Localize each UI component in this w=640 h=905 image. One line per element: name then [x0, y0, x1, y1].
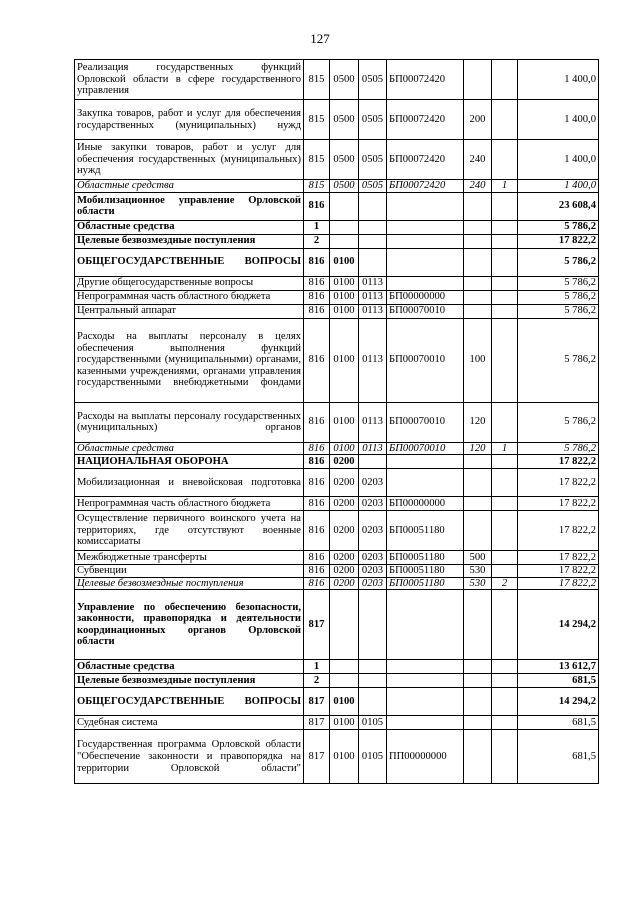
table-row	[75, 577, 599, 590]
cell-vr	[464, 497, 492, 511]
cell-csr: БП00072420	[387, 140, 464, 180]
cell-rz	[330, 234, 359, 248]
cell-src	[492, 590, 518, 660]
cell-csr: ПП00000000	[387, 730, 464, 784]
cell-sum: 5 786,2	[518, 220, 599, 234]
cell-pr	[359, 220, 387, 234]
cell-rz	[330, 590, 359, 660]
cell-vr	[464, 304, 492, 318]
table-row	[75, 590, 599, 660]
cell-rz: 0100	[330, 402, 359, 442]
cell-vr	[464, 660, 492, 674]
cell-rz: 0100	[330, 318, 359, 402]
cell-rz: 0500	[330, 60, 359, 100]
cell-ved: 817	[304, 730, 330, 784]
cell-vr	[464, 192, 492, 220]
cell-csr: БП00051180	[387, 511, 464, 551]
cell-ved: 2	[304, 234, 330, 248]
budget-table	[74, 59, 599, 784]
cell-ved: 816	[304, 497, 330, 511]
cell-src: 2	[492, 577, 518, 590]
cell-pr: 0505	[359, 140, 387, 180]
cell-sum: 5 786,2	[518, 318, 599, 402]
cell-vr	[464, 455, 492, 469]
cell-sum: 13 612,7	[518, 660, 599, 674]
row-name: ОБЩЕГОСУДАРСТВЕННЫЕ ВОПРОСЫ	[75, 248, 304, 276]
cell-pr	[359, 674, 387, 688]
cell-pr	[359, 660, 387, 674]
row-name: Непрограммная часть областного бюджета	[75, 290, 304, 304]
cell-pr	[359, 688, 387, 716]
cell-ved: 816	[304, 469, 330, 497]
cell-src	[492, 304, 518, 318]
cell-sum: 14 294,2	[518, 688, 599, 716]
cell-rz: 0100	[330, 730, 359, 784]
cell-ved: 816	[304, 442, 330, 455]
cell-ved: 815	[304, 140, 330, 180]
cell-pr: 0505	[359, 100, 387, 140]
cell-rz: 0100	[330, 442, 359, 455]
cell-vr	[464, 716, 492, 730]
cell-ved: 816	[304, 577, 330, 590]
cell-src	[492, 455, 518, 469]
cell-sum: 681,5	[518, 716, 599, 730]
cell-rz: 0200	[330, 497, 359, 511]
row-name: Областные средства	[75, 220, 304, 234]
cell-csr	[387, 248, 464, 276]
cell-sum: 5 786,2	[518, 304, 599, 318]
cell-src	[492, 660, 518, 674]
cell-pr: 0505	[359, 60, 387, 100]
cell-csr: БП00051180	[387, 551, 464, 565]
cell-pr	[359, 234, 387, 248]
cell-pr: 0203	[359, 577, 387, 590]
row-name: Осуществление первичного воинского учета на территориях, где отсутствуют военные комиссариаты	[75, 511, 304, 551]
cell-src	[492, 511, 518, 551]
cell-pr: 0203	[359, 551, 387, 565]
cell-sum: 5 786,2	[518, 248, 599, 276]
cell-rz	[330, 192, 359, 220]
table-row	[75, 674, 599, 688]
cell-sum: 17 822,2	[518, 455, 599, 469]
cell-src	[492, 688, 518, 716]
cell-src	[492, 276, 518, 290]
cell-ved: 816	[304, 276, 330, 290]
cell-sum: 17 822,2	[518, 565, 599, 578]
cell-vr	[464, 688, 492, 716]
cell-ved: 815	[304, 100, 330, 140]
cell-sum: 1 400,0	[518, 180, 599, 193]
cell-ved: 817	[304, 590, 330, 660]
cell-ved: 817	[304, 688, 330, 716]
row-name: Центральный аппарат	[75, 304, 304, 318]
cell-sum: 5 786,2	[518, 290, 599, 304]
cell-pr: 0105	[359, 730, 387, 784]
cell-rz	[330, 660, 359, 674]
cell-src: 1	[492, 442, 518, 455]
table-row	[75, 511, 599, 551]
cell-sum: 5 786,2	[518, 402, 599, 442]
cell-rz: 0200	[330, 511, 359, 551]
cell-rz: 0100	[330, 248, 359, 276]
cell-ved: 815	[304, 180, 330, 193]
row-name: Целевые безвозмездные поступления	[75, 577, 304, 590]
cell-sum: 681,5	[518, 730, 599, 784]
cell-pr	[359, 590, 387, 660]
cell-src	[492, 674, 518, 688]
cell-ved: 816	[304, 551, 330, 565]
row-name: Управление по обеспечению безопасности, законности, правопорядка и деятельности координационных органов Орловской области	[75, 590, 304, 660]
cell-sum: 14 294,2	[518, 590, 599, 660]
cell-pr: 0203	[359, 497, 387, 511]
row-name: Расходы на выплаты персоналу в целях обеспечения выполнения функций государственными (муниципальными) органами, казенными учреждениями, органами управления государственными внебюджетными фондами	[75, 318, 304, 402]
table-row	[75, 318, 599, 402]
cell-csr: БП00070010	[387, 442, 464, 455]
table-row	[75, 234, 599, 248]
table-row	[75, 60, 599, 100]
cell-sum: 17 822,2	[518, 497, 599, 511]
row-name: Закупка товаров, работ и услуг для обеспечения государственных (муниципальных) нужд	[75, 100, 304, 140]
cell-vr	[464, 220, 492, 234]
cell-rz: 0200	[330, 565, 359, 578]
row-name: Субвенции	[75, 565, 304, 578]
cell-src	[492, 100, 518, 140]
table-row	[75, 442, 599, 455]
cell-pr: 0113	[359, 290, 387, 304]
cell-csr: БП00072420	[387, 100, 464, 140]
cell-sum: 23 608,4	[518, 192, 599, 220]
cell-rz: 0500	[330, 100, 359, 140]
cell-src	[492, 140, 518, 180]
table-row	[75, 497, 599, 511]
cell-pr: 0113	[359, 276, 387, 290]
cell-pr	[359, 455, 387, 469]
row-name: Целевые безвозмездные поступления	[75, 234, 304, 248]
row-name: ОБЩЕГОСУДАРСТВЕННЫЕ ВОПРОСЫ	[75, 688, 304, 716]
cell-vr: 120	[464, 442, 492, 455]
cell-csr	[387, 590, 464, 660]
cell-rz	[330, 674, 359, 688]
cell-sum: 17 822,2	[518, 511, 599, 551]
table-row	[75, 730, 599, 784]
row-name: Государственная программа Орловской области "Обеспечение законности и правопорядка на территории Орловской области"	[75, 730, 304, 784]
cell-pr: 0203	[359, 469, 387, 497]
cell-vr	[464, 469, 492, 497]
cell-pr	[359, 192, 387, 220]
cell-csr	[387, 455, 464, 469]
cell-vr	[464, 590, 492, 660]
cell-vr: 100	[464, 318, 492, 402]
cell-ved: 816	[304, 565, 330, 578]
row-name: Областные средства	[75, 660, 304, 674]
cell-pr: 0113	[359, 402, 387, 442]
cell-ved: 2	[304, 674, 330, 688]
cell-csr	[387, 220, 464, 234]
row-name: Мобилизационная и вневойсковая подготовка	[75, 469, 304, 497]
cell-vr: 500	[464, 551, 492, 565]
cell-src	[492, 402, 518, 442]
cell-src	[492, 730, 518, 784]
table-row	[75, 716, 599, 730]
cell-pr	[359, 248, 387, 276]
cell-csr	[387, 276, 464, 290]
cell-rz: 0100	[330, 304, 359, 318]
table-row	[75, 551, 599, 565]
cell-sum: 5 786,2	[518, 442, 599, 455]
cell-vr	[464, 60, 492, 100]
table-row	[75, 402, 599, 442]
cell-vr: 120	[464, 402, 492, 442]
cell-rz: 0200	[330, 577, 359, 590]
row-name: Непрограммная часть областного бюджета	[75, 497, 304, 511]
cell-ved: 1	[304, 220, 330, 234]
cell-csr	[387, 688, 464, 716]
row-name: Целевые безвозмездные поступления	[75, 674, 304, 688]
cell-ved: 815	[304, 60, 330, 100]
cell-pr: 0105	[359, 716, 387, 730]
cell-vr	[464, 730, 492, 784]
cell-sum: 17 822,2	[518, 469, 599, 497]
table-row	[75, 248, 599, 276]
table-row	[75, 290, 599, 304]
cell-vr: 240	[464, 140, 492, 180]
cell-rz: 0100	[330, 716, 359, 730]
table-row	[75, 276, 599, 290]
cell-csr	[387, 469, 464, 497]
cell-sum: 681,5	[518, 674, 599, 688]
row-name: Областные средства	[75, 180, 304, 193]
cell-src	[492, 565, 518, 578]
cell-sum: 1 400,0	[518, 100, 599, 140]
row-name: Областные средства	[75, 442, 304, 455]
cell-rz: 0200	[330, 455, 359, 469]
row-name: Иные закупки товаров, работ и услуг для обеспечения государственных (муниципальных) нужд	[75, 140, 304, 180]
table-row	[75, 565, 599, 578]
table-row	[75, 688, 599, 716]
table-row	[75, 469, 599, 497]
cell-csr	[387, 234, 464, 248]
cell-ved: 816	[304, 248, 330, 276]
cell-pr: 0113	[359, 304, 387, 318]
cell-vr: 530	[464, 565, 492, 578]
cell-src: 1	[492, 180, 518, 193]
table-body	[75, 60, 599, 784]
cell-pr: 0203	[359, 565, 387, 578]
table-row	[75, 192, 599, 220]
cell-sum: 17 822,2	[518, 234, 599, 248]
cell-csr: БП00072420	[387, 180, 464, 193]
cell-pr: 0113	[359, 318, 387, 402]
cell-src	[492, 551, 518, 565]
cell-vr: 240	[464, 180, 492, 193]
cell-vr	[464, 511, 492, 551]
table-row	[75, 140, 599, 180]
row-name: Мобилизационное управление Орловской области	[75, 192, 304, 220]
cell-ved: 816	[304, 455, 330, 469]
cell-src	[492, 60, 518, 100]
cell-csr: БП00000000	[387, 290, 464, 304]
cell-csr	[387, 192, 464, 220]
cell-sum: 5 786,2	[518, 276, 599, 290]
cell-src	[492, 469, 518, 497]
cell-src	[492, 290, 518, 304]
cell-sum: 17 822,2	[518, 551, 599, 565]
cell-rz: 0100	[330, 688, 359, 716]
cell-csr: БП00070010	[387, 304, 464, 318]
cell-src	[492, 234, 518, 248]
cell-src	[492, 248, 518, 276]
cell-ved: 816	[304, 290, 330, 304]
cell-vr	[464, 234, 492, 248]
row-name: Расходы на выплаты персоналу государственных (муниципальных) органов	[75, 402, 304, 442]
cell-sum: 1 400,0	[518, 60, 599, 100]
cell-ved: 817	[304, 716, 330, 730]
row-name: Межбюджетные трансферты	[75, 551, 304, 565]
cell-rz: 0100	[330, 276, 359, 290]
cell-rz: 0500	[330, 140, 359, 180]
cell-sum: 17 822,2	[518, 577, 599, 590]
cell-vr	[464, 674, 492, 688]
cell-rz: 0200	[330, 469, 359, 497]
cell-vr	[464, 276, 492, 290]
table-row	[75, 660, 599, 674]
row-name: НАЦИОНАЛЬНАЯ ОБОРОНА	[75, 455, 304, 469]
cell-rz: 0500	[330, 180, 359, 193]
cell-ved: 816	[304, 192, 330, 220]
row-name: Реализация государственных функций Орловской области в сфере государственного управления	[75, 60, 304, 100]
cell-csr	[387, 660, 464, 674]
cell-pr: 0505	[359, 180, 387, 193]
cell-rz: 0200	[330, 551, 359, 565]
cell-csr	[387, 716, 464, 730]
cell-pr: 0113	[359, 442, 387, 455]
cell-vr	[464, 248, 492, 276]
cell-src	[492, 497, 518, 511]
cell-csr	[387, 674, 464, 688]
cell-pr: 0203	[359, 511, 387, 551]
cell-src	[492, 192, 518, 220]
table-row	[75, 220, 599, 234]
row-name: Судебная система	[75, 716, 304, 730]
cell-src	[492, 318, 518, 402]
cell-ved: 1	[304, 660, 330, 674]
cell-sum: 1 400,0	[518, 140, 599, 180]
cell-ved: 816	[304, 402, 330, 442]
cell-ved: 816	[304, 511, 330, 551]
page-number: 127	[310, 31, 330, 46]
cell-csr: БП00051180	[387, 577, 464, 590]
table-row	[75, 180, 599, 193]
cell-csr: БП00000000	[387, 497, 464, 511]
row-name: Другие общегосударственные вопросы	[75, 276, 304, 290]
cell-csr: БП00070010	[387, 402, 464, 442]
cell-rz: 0100	[330, 290, 359, 304]
cell-vr	[464, 290, 492, 304]
table-row	[75, 455, 599, 469]
cell-rz	[330, 220, 359, 234]
cell-src	[492, 220, 518, 234]
cell-csr: БП00070010	[387, 318, 464, 402]
cell-vr: 200	[464, 100, 492, 140]
cell-ved: 816	[304, 318, 330, 402]
table-row	[75, 100, 599, 140]
cell-ved: 816	[304, 304, 330, 318]
cell-vr: 530	[464, 577, 492, 590]
cell-csr: БП00051180	[387, 565, 464, 578]
cell-csr: БП00072420	[387, 60, 464, 100]
table-row	[75, 304, 599, 318]
cell-src	[492, 716, 518, 730]
